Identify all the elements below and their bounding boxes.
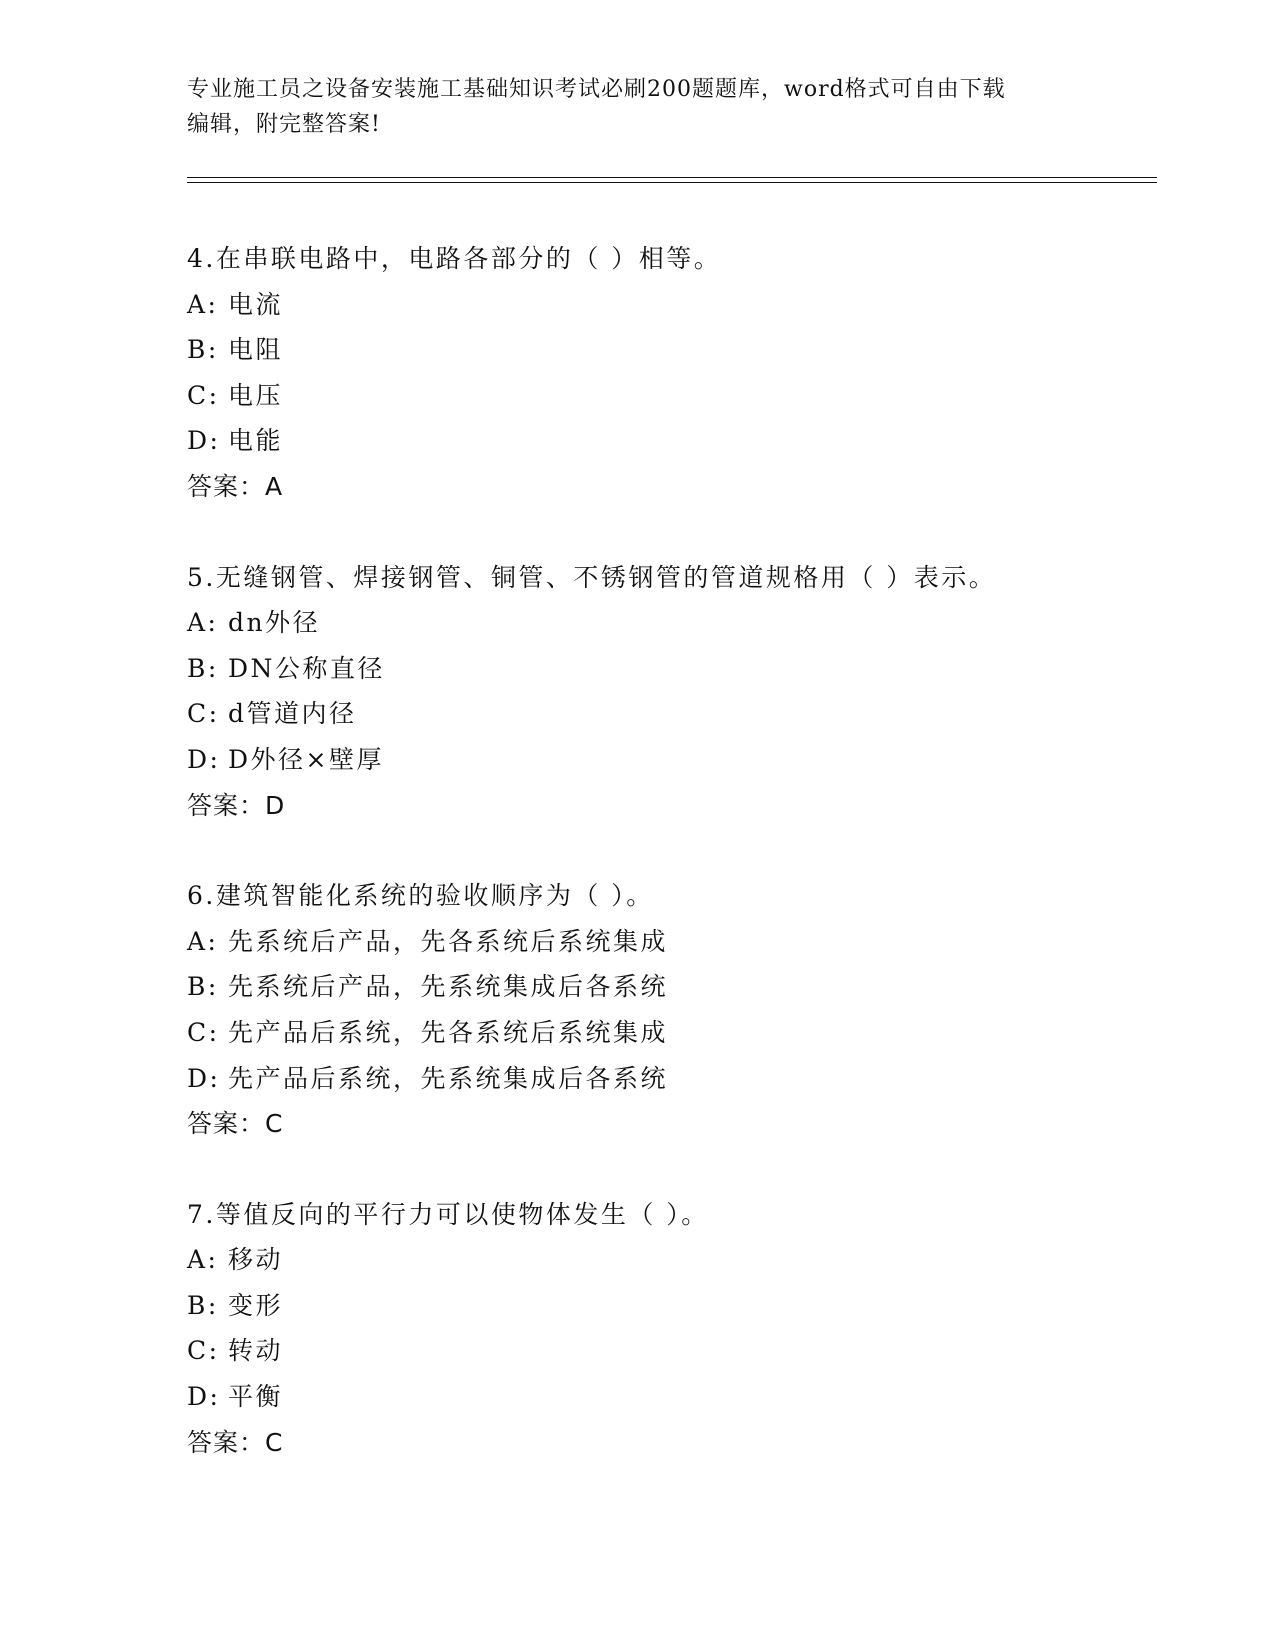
option-c (187, 1328, 1147, 1374)
question-title: 7.等值反向的平行力可以使物体发生（ ）。 (187, 1199, 709, 1229)
option-letter: C: (187, 1017, 220, 1047)
option-text: dn外径 (228, 608, 321, 638)
option-letter: D: (187, 1382, 221, 1412)
question-title: 4.在串联电路中，电路各部分的（ ）相等。 (187, 244, 722, 273)
answer-line: 答案：D (187, 790, 286, 820)
question-item (187, 1192, 1147, 1466)
option-c (187, 1010, 1147, 1056)
option-text: 平衡 (228, 1382, 284, 1412)
option-text: DN公称直径 (228, 653, 385, 683)
option-a (187, 600, 1147, 646)
option-d (187, 1056, 1147, 1102)
option-b (187, 964, 1147, 1010)
option-text: 电流 (228, 289, 284, 319)
option-letter: B: (187, 653, 219, 683)
option-a (187, 1237, 1147, 1283)
option-text: 先产品后系统，先系统集成后各系统 (228, 1063, 669, 1093)
option-d (187, 737, 1147, 783)
option-text: 电压 (228, 380, 284, 410)
option-text: 先系统后产品，先各系统后系统集成 (228, 926, 669, 956)
option-a (187, 282, 1147, 328)
option-b (187, 1283, 1147, 1329)
answer-line: 答案：A (187, 471, 284, 501)
option-letter: C: (187, 380, 220, 410)
option-letter: D: (187, 744, 221, 774)
header-line-1: 专业施工员之设备安装施工基础知识考试必刷200题题库，word格式可自由下载 (187, 77, 1006, 102)
option-letter: C: (187, 699, 220, 729)
header-divider-bottom (187, 182, 1157, 183)
option-letter: A: (187, 289, 219, 319)
option-text: 移动 (228, 1245, 284, 1275)
option-letter: D: (187, 1063, 221, 1093)
option-letter: D: (187, 426, 221, 456)
option-c (187, 691, 1147, 737)
option-c (187, 373, 1147, 419)
header-line-2: 编辑，附完整答案! (187, 112, 381, 137)
option-letter: B: (187, 335, 219, 365)
option-letter: A: (187, 926, 219, 956)
option-letter: A: (187, 608, 219, 638)
option-d (187, 418, 1147, 464)
question-title: 6.建筑智能化系统的验收顺序为（ ）。 (187, 881, 654, 911)
option-b (187, 646, 1147, 692)
option-letter: B: (187, 972, 219, 1002)
option-b (187, 327, 1147, 373)
option-text: 转动 (228, 1336, 284, 1366)
option-text: 先产品后系统，先各系统后系统集成 (228, 1017, 669, 1047)
option-text: 电能 (228, 426, 284, 456)
option-a (187, 919, 1147, 965)
option-text: 变形 (228, 1290, 284, 1320)
option-d (187, 1374, 1147, 1420)
question-list (187, 236, 1147, 1510)
option-letter: C: (187, 1336, 220, 1366)
document-header (187, 72, 1067, 142)
option-text: 电阻 (228, 335, 284, 365)
question-item (187, 555, 1147, 829)
header-divider-top (187, 177, 1157, 178)
option-text: 先系统后产品，先系统集成后各系统 (228, 972, 669, 1002)
answer-line: 答案：C (187, 1427, 284, 1457)
option-letter: B: (187, 1290, 219, 1320)
option-text: d管道内径 (228, 699, 357, 729)
option-text: D外径×壁厚 (228, 744, 384, 774)
question-item (187, 873, 1147, 1147)
answer-line: 答案：C (187, 1109, 284, 1139)
question-title: 5.无缝钢管、焊接钢管、铜管、不锈钢管的管道规格用（ ）表示。 (187, 562, 997, 592)
question-item (187, 236, 1147, 510)
option-letter: A: (187, 1245, 219, 1275)
